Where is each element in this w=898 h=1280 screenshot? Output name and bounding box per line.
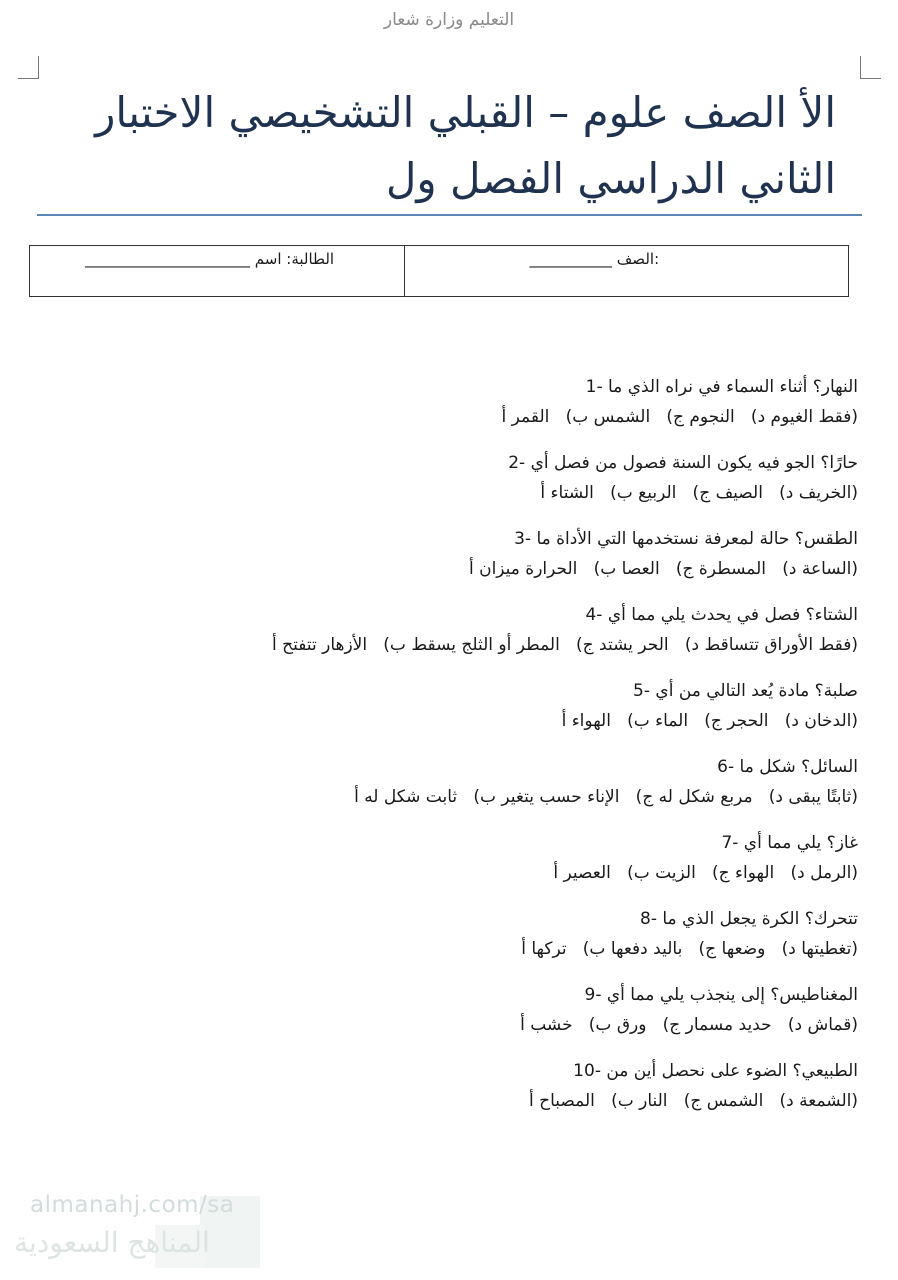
question-options: فقط الغيوم د) النجوم ج) الشمس ب) القمر أ) [501,407,858,427]
title-line-2: الثاني الدراسي الفصل ول [385,154,836,203]
question-options: تغطيتها د) وضعها ج) باليد دفعها ب) تركها أ) [521,939,858,959]
question-item [158,828,858,888]
question-item [158,600,858,660]
question-text: تتحرك؟ الكرة يجعل الذي ما -8 [639,909,858,929]
question-list [158,372,858,1132]
question-item [158,904,858,964]
question-item [158,372,858,432]
question-options: الرمل د) الهواء ج) الزيت ب) العصير أ) [553,863,858,883]
question-text: الطقس؟ حالة لمعرفة نستخدمها التي الأداة ما -3 [514,529,858,549]
question-options: قماش د) حديد مسمار ج) ورق ب) خشب أ) [520,1015,858,1035]
question-text: غاز؟ يلي مما أي -7 [721,833,858,853]
question-text: النهار؟ أثناء السماء في نراه الذي ما -1 [585,377,858,397]
question-text: الشتاء؟ فصل في يحدث يلي مما أي -4 [585,605,858,625]
question-text: حارًا؟ الجو فيه يكون السنة فصول من فصل أي -2 [508,453,858,473]
question-item [158,1056,858,1116]
question-text: صلبة؟ مادة يُعد التالي من أي -5 [633,681,858,701]
question-options: ثابتًا يبقى د) مربع شكل له ج) الإناء حسب يتغير ب) ثابت شكل له أ) [354,787,858,807]
title-line-1: الأ الصف علوم – القبلي التشخيصي الاختبار [95,88,836,137]
question-text: الطبيعي؟ الضوء على نحصل أين من -10 [573,1061,858,1081]
student-name-field: ______________________ الطالبة: اسم [85,250,335,268]
question-item [158,752,858,812]
watermark-logo-text: المناهج السعودية [14,1226,210,1259]
question-options: الساعة د) المسطرة ج) العصا ب) الحرارة ميزان أ) [468,559,858,579]
question-item [158,980,858,1040]
student-name-cell[interactable] [30,246,404,296]
question-item [158,448,858,508]
question-text: السائل؟ شكل ما -6 [717,757,858,777]
question-options: فقط الأوراق تتساقط د) الحر يشتد ج) المطر أو الثلج يسقط ب) الأزهار تتفتح أ) [272,635,858,655]
question-item [158,676,858,736]
class-cell[interactable] [404,246,849,296]
question-options: الخريف د) الصيف ج) الربيع ب) الشتاء أ) [540,483,858,503]
question-options: الشمعة د) الشمس ج) النار ب) المصباح أ) [528,1091,858,1111]
page-header-logo-text: التعليم وزارة شعار [383,10,515,30]
watermark-url: almanahj.com/sa [30,1192,235,1218]
crop-mark-right [860,56,881,79]
question-options: الدخان د) الحجر ج) الماء ب) الهواء أ) [561,711,858,731]
class-field: ___________ الصف: [529,250,660,268]
title-divider [37,214,862,216]
question-item [158,524,858,584]
page-title [36,80,836,212]
question-text: المغناطيس؟ إلى ينجذب يلي مما أي -9 [584,985,858,1005]
crop-mark-left [18,56,39,79]
student-info-table [29,245,849,297]
